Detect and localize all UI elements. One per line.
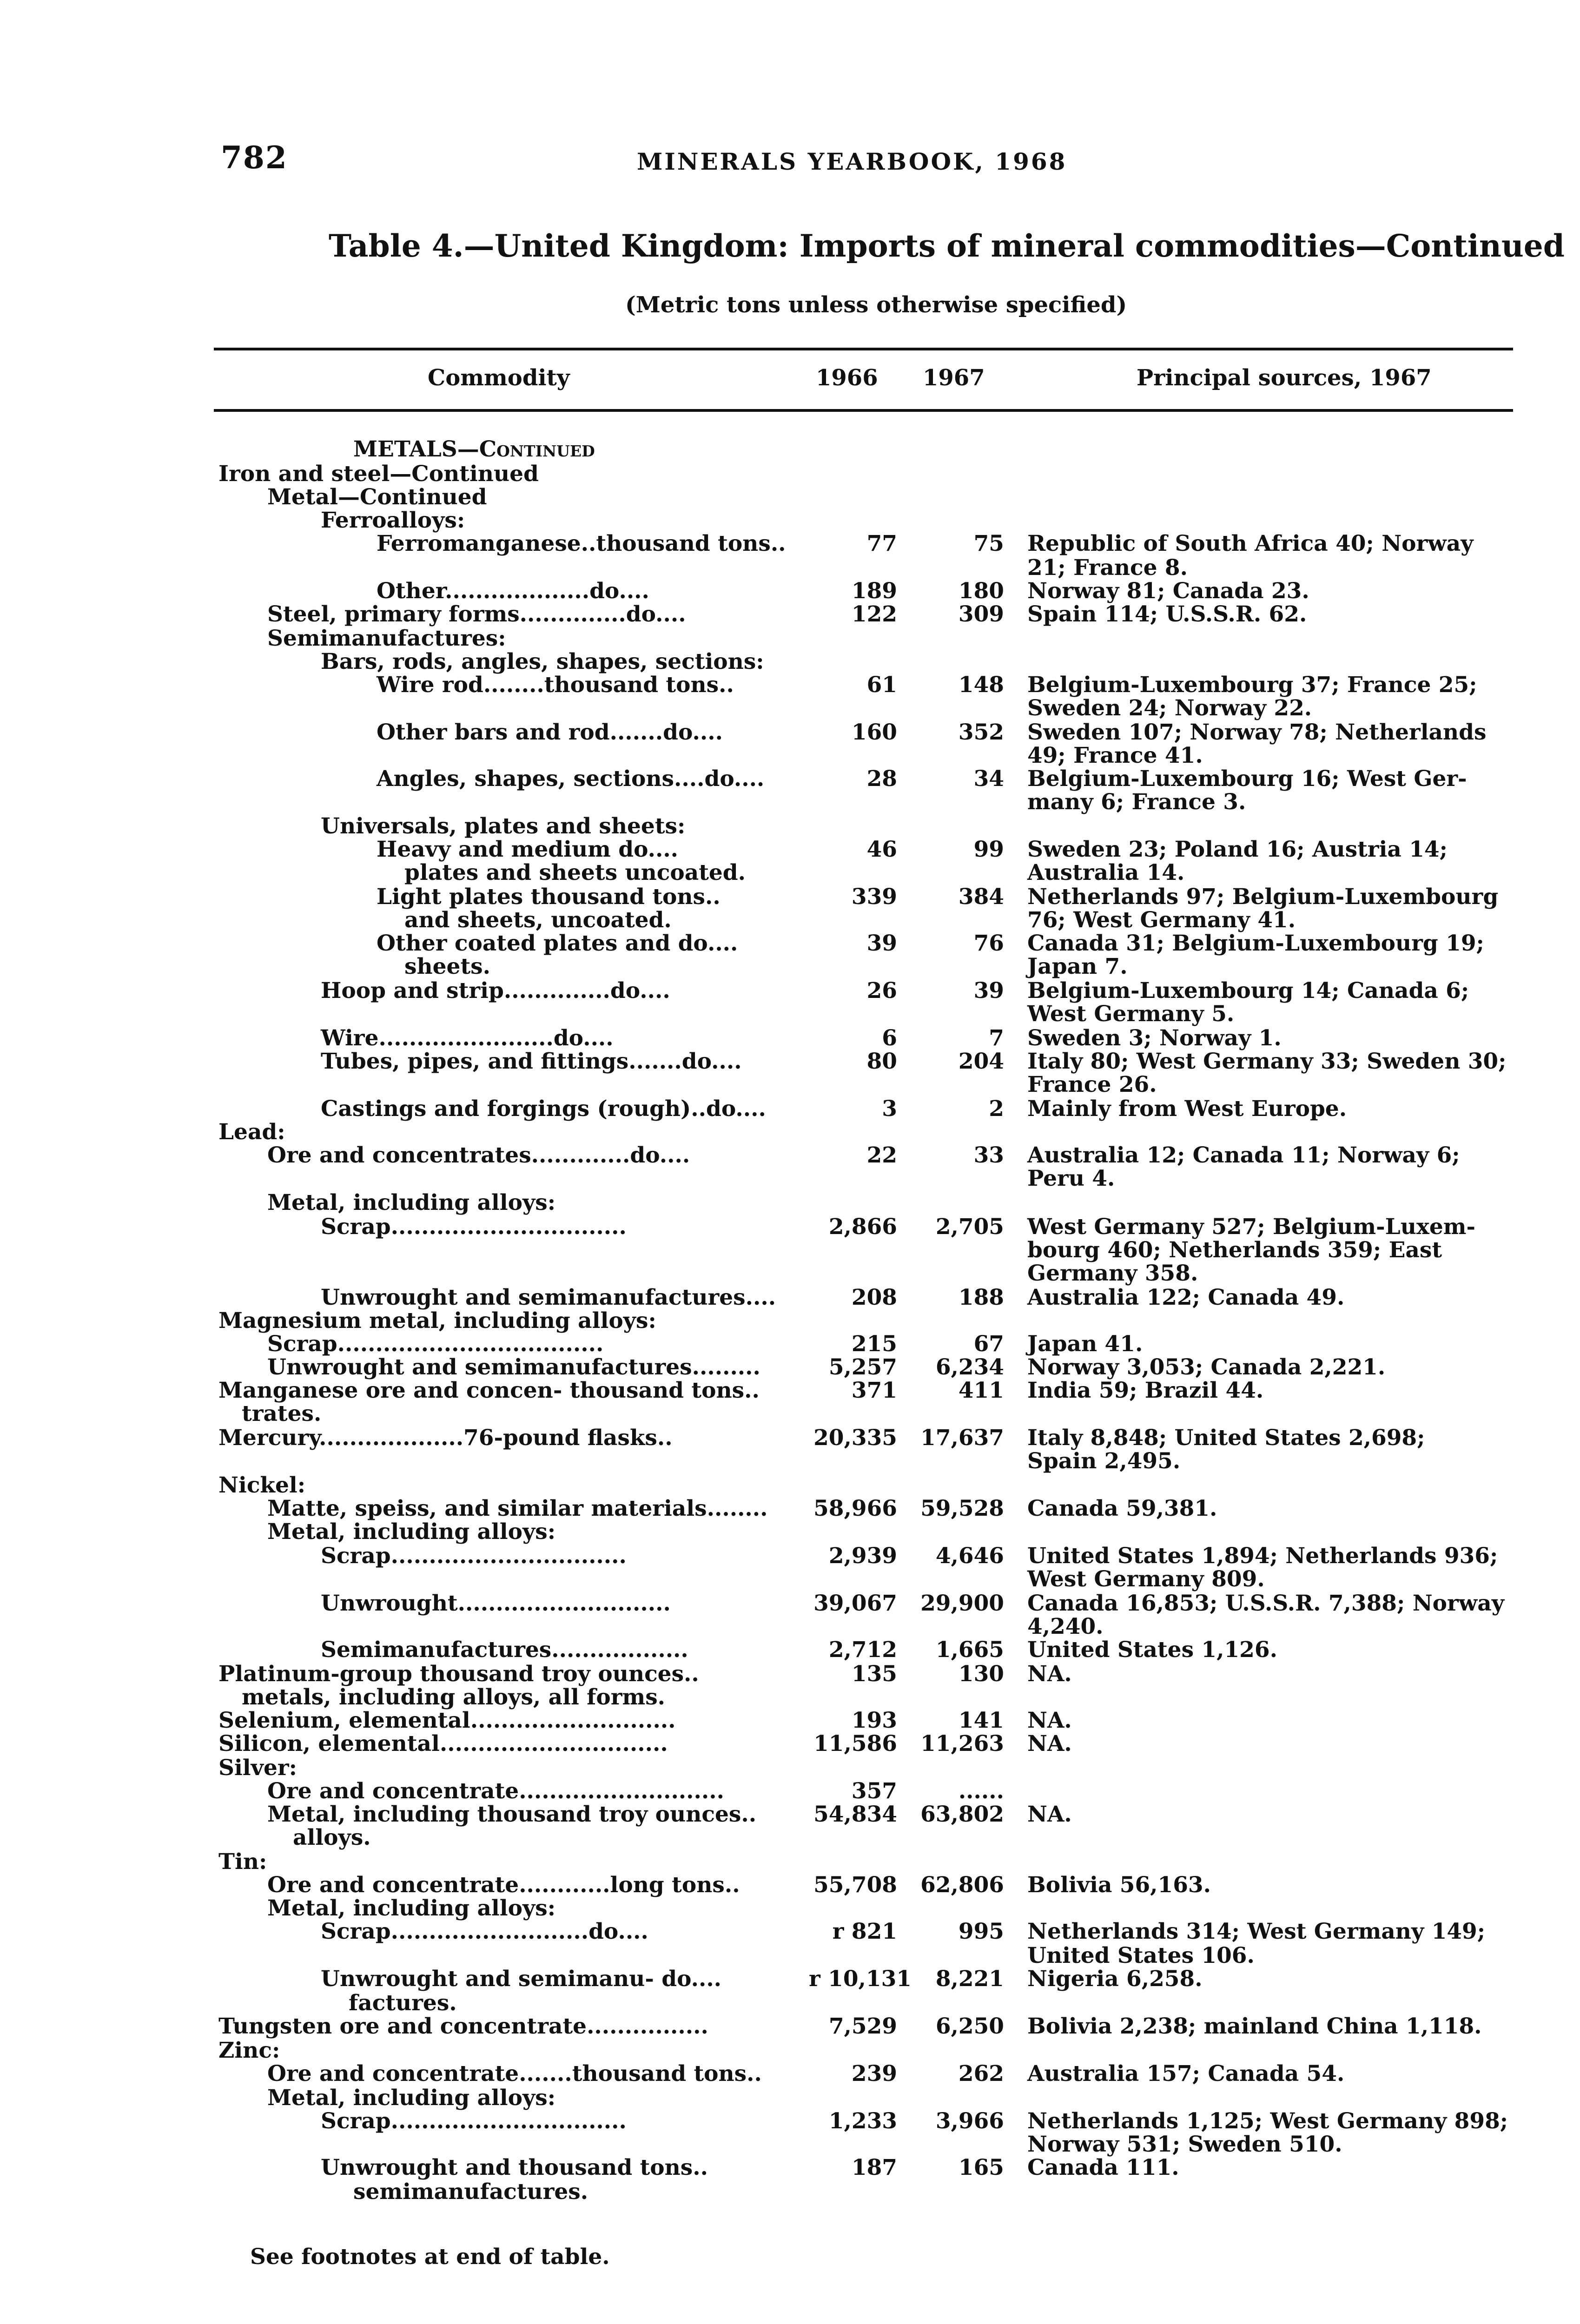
table-row bbox=[0, 791, 1580, 814]
value-1966-cell: 2,939 bbox=[828, 1543, 897, 1569]
value-1966-cell: 22 bbox=[866, 1142, 897, 1168]
value-1966-cell: r 10,131 bbox=[809, 1966, 912, 1992]
commodity-cell: Tungsten ore and concentrate................ bbox=[218, 2014, 708, 2039]
table-row bbox=[0, 1309, 1580, 1333]
value-1966-cell: 135 bbox=[851, 1661, 897, 1687]
table-row bbox=[0, 885, 1580, 909]
table-row bbox=[0, 1850, 1580, 1874]
principal-sources-cell: Australia 12; Canada 11; Norway 6; bbox=[1027, 1142, 1460, 1168]
value-1967-cell: 63,802 bbox=[920, 1802, 1004, 1827]
value-1966-cell: 215 bbox=[851, 1331, 897, 1357]
table-row bbox=[0, 1803, 1580, 1826]
principal-sources-cell: Canada 31; Belgium-Luxembourg 19; bbox=[1027, 931, 1484, 956]
value-1966-cell: 39,067 bbox=[813, 1591, 897, 1616]
commodity-cell: Unwrought............................ bbox=[321, 1591, 671, 1616]
value-1967-cell: 75 bbox=[973, 531, 1004, 556]
principal-sources-cell: Spain 114; U.S.S.R. 62. bbox=[1027, 601, 1307, 627]
table-row bbox=[0, 1568, 1580, 1591]
table-row bbox=[0, 1426, 1580, 1450]
commodity-cell: Scrap............................... bbox=[321, 1543, 627, 1569]
value-1967-cell: 59,528 bbox=[920, 1496, 1004, 1521]
value-1967-cell: 7 bbox=[989, 1025, 1004, 1051]
table-row bbox=[0, 2156, 1580, 2179]
table-row bbox=[0, 1121, 1580, 1144]
commodity-cell: Tin: bbox=[218, 1849, 267, 1875]
table-row bbox=[0, 721, 1580, 744]
value-1967-cell: 141 bbox=[958, 1708, 1004, 1733]
principal-sources-cell: many 6; France 3. bbox=[1027, 789, 1246, 815]
commodity-cell: Semimanufactures: bbox=[267, 626, 506, 651]
commodity-cell: Steel, primary forms..............do.... bbox=[267, 601, 686, 627]
table-row bbox=[0, 838, 1580, 861]
value-1967-cell: 62,806 bbox=[920, 1872, 1004, 1898]
principal-sources-cell: NA. bbox=[1027, 1661, 1072, 1687]
principal-sources-cell: Australia 157; Canada 54. bbox=[1027, 2061, 1345, 2086]
table-row bbox=[0, 438, 1580, 461]
table-row bbox=[0, 1756, 1580, 1780]
commodity-cell: Scrap............................... bbox=[321, 2108, 627, 2134]
table-row bbox=[0, 1967, 1580, 1991]
commodity-cell: Semimanufactures.................. bbox=[321, 1637, 688, 1663]
principal-sources-cell: Bolivia 2,238; mainland China 1,118. bbox=[1027, 2014, 1482, 2039]
table-row bbox=[0, 2039, 1580, 2062]
commodity-cell: Scrap............................... bbox=[321, 1214, 627, 1240]
value-1966-cell: 20,335 bbox=[813, 1425, 897, 1451]
commodity-cell: Tubes, pipes, and fittings.......do.... bbox=[321, 1049, 742, 1074]
commodity-cell: factures. bbox=[349, 1990, 457, 2016]
header-commodity: Commodity bbox=[428, 365, 570, 391]
table-row bbox=[0, 2180, 1580, 2204]
table-row bbox=[0, 2133, 1580, 2156]
value-1967-cell: 34 bbox=[973, 766, 1004, 792]
principal-sources-cell: Belgium-Luxembourg 14; Canada 6; bbox=[1027, 978, 1469, 1004]
value-1966-cell: 371 bbox=[851, 1378, 897, 1403]
page-number: 782 bbox=[221, 139, 288, 176]
commodity-cell: Other...................do.... bbox=[377, 578, 649, 604]
table-row bbox=[0, 2110, 1580, 2133]
table-row bbox=[0, 1520, 1580, 1544]
commodity-cell: Angles, shapes, sections....do.... bbox=[377, 766, 765, 792]
value-1967-cell: 6,234 bbox=[935, 1354, 1004, 1380]
table-row bbox=[0, 486, 1580, 509]
value-1966-cell: 122 bbox=[851, 601, 897, 627]
commodity-cell: Scrap..........................do.... bbox=[321, 1919, 648, 1944]
table-row bbox=[0, 1356, 1580, 1379]
table-row bbox=[0, 1073, 1580, 1096]
commodity-cell: Metal, including alloys: bbox=[267, 1895, 556, 1921]
principal-sources-cell: Australia 122; Canada 49. bbox=[1027, 1285, 1345, 1310]
commodity-cell: Other coated plates and do.... bbox=[377, 931, 738, 956]
principal-sources-cell: Japan 7. bbox=[1027, 954, 1128, 979]
table-row bbox=[0, 1545, 1580, 1568]
principal-sources-cell: Belgium-Luxembourg 37; France 25; bbox=[1027, 672, 1477, 698]
commodity-cell: METALS—Continued bbox=[353, 436, 595, 462]
value-1967-cell: 1,665 bbox=[935, 1637, 1004, 1663]
commodity-cell: Bars, rods, angles, shapes, sections: bbox=[321, 649, 764, 674]
principal-sources-cell: Peru 4. bbox=[1027, 1166, 1115, 1191]
value-1967-cell: 99 bbox=[973, 837, 1004, 862]
commodity-cell: semimanufactures. bbox=[353, 2179, 588, 2205]
header-top-rule bbox=[214, 348, 1513, 350]
value-1967-cell: 165 bbox=[958, 2155, 1004, 2180]
principal-sources-cell: Belgium-Luxembourg 16; West Ger- bbox=[1027, 766, 1467, 792]
table-row bbox=[0, 1402, 1580, 1426]
principal-sources-cell: Italy 80; West Germany 33; Sweden 30; bbox=[1027, 1049, 1507, 1074]
table-row bbox=[0, 1050, 1580, 1073]
header-1966: 1966 bbox=[816, 365, 878, 391]
table-row bbox=[0, 767, 1580, 791]
commodity-cell: Ore and concentrate.......thousand tons.. bbox=[267, 2061, 762, 2086]
principal-sources-cell: West Germany 809. bbox=[1027, 1566, 1265, 1592]
commodity-cell: Hoop and strip..............do.... bbox=[321, 978, 670, 1004]
commodity-cell: metals, including alloys, all forms. bbox=[242, 1684, 666, 1710]
table-row bbox=[0, 1003, 1580, 1026]
value-1967-cell: 8,221 bbox=[935, 1966, 1004, 1992]
table-row bbox=[0, 603, 1580, 626]
value-1967-cell: 4,646 bbox=[935, 1543, 1004, 1569]
value-1967-cell: ...... bbox=[958, 1778, 1004, 1804]
principal-sources-cell: NA. bbox=[1027, 1802, 1072, 1827]
principal-sources-cell: 76; West Germany 41. bbox=[1027, 907, 1296, 933]
table-row bbox=[0, 650, 1580, 673]
value-1967-cell: 130 bbox=[958, 1661, 1004, 1687]
value-1966-cell: 193 bbox=[851, 1708, 897, 1733]
value-1967-cell: 309 bbox=[958, 601, 1004, 627]
value-1966-cell: 239 bbox=[851, 2061, 897, 2086]
commodity-cell: Wire rod........thousand tons.. bbox=[377, 672, 734, 698]
principal-sources-cell: Norway 81; Canada 23. bbox=[1027, 578, 1309, 604]
commodity-cell: Wire.......................do.... bbox=[321, 1025, 614, 1051]
table-row bbox=[0, 1027, 1580, 1050]
commodity-cell: Metal, including thousand troy ounces.. bbox=[267, 1802, 757, 1827]
commodity-cell: Ore and concentrates.............do.... bbox=[267, 1142, 690, 1168]
table-row bbox=[0, 1732, 1580, 1756]
commodity-cell: Manganese ore and concen- thousand tons.. bbox=[218, 1378, 760, 1403]
commodity-cell: Silicon, elemental.............................. bbox=[218, 1731, 668, 1756]
commodity-cell: Selenium, elemental........................... bbox=[218, 1708, 676, 1733]
value-1967-cell: 352 bbox=[958, 720, 1004, 745]
value-1966-cell: 58,966 bbox=[813, 1496, 897, 1521]
table-row bbox=[0, 1638, 1580, 1662]
table-row bbox=[0, 1780, 1580, 1803]
commodity-cell: Unwrought and semimanufactures.... bbox=[321, 1285, 776, 1310]
value-1966-cell: 3 bbox=[882, 1096, 897, 1122]
value-1966-cell: 160 bbox=[851, 720, 897, 745]
table-row bbox=[0, 815, 1580, 838]
principal-sources-cell: Mainly from West Europe. bbox=[1027, 1096, 1347, 1122]
table-row bbox=[0, 909, 1580, 932]
principal-sources-cell: United States 106. bbox=[1027, 1943, 1255, 1968]
commodity-cell: Unwrought and semimanu- do.... bbox=[321, 1966, 722, 1992]
value-1966-cell: 54,834 bbox=[813, 1802, 897, 1827]
commodity-cell: Scrap................................... bbox=[267, 1331, 604, 1357]
value-1966-cell: 2,712 bbox=[828, 1637, 897, 1663]
principal-sources-cell: 4,240. bbox=[1027, 1614, 1104, 1639]
table-row bbox=[0, 1333, 1580, 1356]
value-1966-cell: 6 bbox=[882, 1025, 897, 1051]
value-1967-cell: 384 bbox=[958, 884, 1004, 910]
header-bottom-rule bbox=[214, 409, 1513, 412]
commodity-cell: Metal, including alloys: bbox=[267, 2085, 556, 2111]
principal-sources-cell: Republic of South Africa 40; Norway bbox=[1027, 531, 1474, 556]
value-1966-cell: 357 bbox=[851, 1778, 897, 1804]
principal-sources-cell: Netherlands 97; Belgium-Luxembourg bbox=[1027, 884, 1499, 910]
header-1967: 1967 bbox=[923, 365, 985, 391]
commodity-cell: Ore and concentrate............long tons.. bbox=[267, 1872, 740, 1898]
value-1966-cell: 77 bbox=[866, 531, 897, 556]
value-1966-cell: 61 bbox=[866, 672, 897, 698]
table-row bbox=[0, 697, 1580, 720]
value-1967-cell: 33 bbox=[973, 1142, 1004, 1168]
commodity-cell: Metal, including alloys: bbox=[267, 1190, 556, 1215]
table-row bbox=[0, 861, 1580, 885]
value-1967-cell: 76 bbox=[973, 931, 1004, 956]
commodity-cell: alloys. bbox=[293, 1825, 371, 1850]
table-row bbox=[0, 1191, 1580, 1215]
value-1966-cell: 187 bbox=[851, 2155, 897, 2180]
commodity-cell: sheets. bbox=[404, 954, 490, 979]
value-1967-cell: 180 bbox=[958, 578, 1004, 604]
commodity-cell: and sheets, uncoated. bbox=[404, 907, 672, 933]
table-row bbox=[0, 1262, 1580, 1285]
value-1967-cell: 11,263 bbox=[920, 1731, 1004, 1756]
table-row bbox=[0, 1874, 1580, 1897]
commodity-cell: Nickel: bbox=[218, 1472, 306, 1498]
table-row bbox=[0, 532, 1580, 555]
commodity-cell: Castings and forgings (rough)..do.... bbox=[321, 1096, 766, 1122]
value-1967-cell: 411 bbox=[958, 1378, 1004, 1403]
table-row bbox=[0, 932, 1580, 955]
value-1967-cell: 39 bbox=[973, 978, 1004, 1004]
table-row bbox=[0, 1144, 1580, 1167]
principal-sources-cell: 49; France 41. bbox=[1027, 743, 1203, 768]
table-row bbox=[0, 1663, 1580, 1686]
table-row bbox=[0, 509, 1580, 532]
commodity-cell: Zinc: bbox=[218, 2038, 280, 2063]
table-row bbox=[0, 1944, 1580, 1967]
table-row bbox=[0, 744, 1580, 767]
commodity-cell: Universals, plates and sheets: bbox=[321, 813, 686, 839]
principal-sources-cell: bourg 460; Netherlands 359; East bbox=[1027, 1237, 1442, 1263]
table-row bbox=[0, 1592, 1580, 1615]
commodity-cell: Ferroalloys: bbox=[321, 508, 465, 533]
principal-sources-cell: Bolivia 56,163. bbox=[1027, 1872, 1211, 1898]
table-row bbox=[0, 1920, 1580, 1943]
value-1966-cell: r 821 bbox=[832, 1919, 897, 1944]
value-1966-cell: 189 bbox=[851, 578, 897, 604]
principal-sources-cell: United States 1,894; Netherlands 936; bbox=[1027, 1543, 1498, 1569]
table-row bbox=[0, 1686, 1580, 1709]
principal-sources-cell: Norway 531; Sweden 510. bbox=[1027, 2132, 1342, 2157]
value-1967-cell: 2,705 bbox=[935, 1214, 1004, 1240]
commodity-cell: Matte, speiss, and similar materials........ bbox=[267, 1496, 768, 1521]
value-1967-cell: 6,250 bbox=[935, 2014, 1004, 2039]
commodity-cell: Unwrought and semimanufactures......... bbox=[267, 1354, 760, 1380]
value-1967-cell: 67 bbox=[973, 1331, 1004, 1357]
value-1967-cell: 17,637 bbox=[920, 1425, 1004, 1451]
commodity-cell: Light plates thousand tons.. bbox=[377, 884, 721, 910]
principal-sources-cell: Germany 358. bbox=[1027, 1261, 1198, 1286]
commodity-cell: Lead: bbox=[218, 1119, 285, 1145]
value-1966-cell: 28 bbox=[866, 766, 897, 792]
value-1966-cell: 339 bbox=[851, 884, 897, 910]
value-1966-cell: 1,233 bbox=[828, 2108, 897, 2134]
table-row bbox=[0, 2062, 1580, 2086]
principal-sources-cell: 21; France 8. bbox=[1027, 555, 1188, 581]
table-row bbox=[0, 1379, 1580, 1402]
value-1966-cell: 46 bbox=[866, 837, 897, 862]
principal-sources-cell: Netherlands 314; West Germany 149; bbox=[1027, 1919, 1486, 1944]
commodity-cell: Ferromanganese..thousand tons.. bbox=[377, 531, 786, 556]
table-row bbox=[0, 2015, 1580, 2038]
commodity-cell: plates and sheets uncoated. bbox=[404, 860, 746, 885]
commodity-cell: Metal, including alloys: bbox=[267, 1519, 556, 1545]
principal-sources-cell: NA. bbox=[1027, 1708, 1072, 1733]
principal-sources-cell: Canada 16,853; U.S.S.R. 7,388; Norway bbox=[1027, 1591, 1505, 1616]
table-row bbox=[0, 1709, 1580, 1732]
value-1967-cell: 204 bbox=[958, 1049, 1004, 1074]
principal-sources-cell: France 26. bbox=[1027, 1072, 1157, 1097]
value-1966-cell: 26 bbox=[866, 978, 897, 1004]
principal-sources-cell: Netherlands 1,125; West Germany 898; bbox=[1027, 2108, 1508, 2134]
value-1966-cell: 7,529 bbox=[828, 2014, 897, 2039]
principal-sources-cell: India 59; Brazil 44. bbox=[1027, 1378, 1264, 1403]
principal-sources-cell: West Germany 527; Belgium-Luxem- bbox=[1027, 1214, 1476, 1240]
value-1967-cell: 29,900 bbox=[920, 1591, 1004, 1616]
table-row bbox=[0, 1239, 1580, 1262]
table-row bbox=[0, 462, 1580, 486]
value-1967-cell: 3,966 bbox=[935, 2108, 1004, 2134]
principal-sources-cell: Sweden 107; Norway 78; Netherlands bbox=[1027, 720, 1487, 745]
value-1967-cell: 262 bbox=[958, 2061, 1004, 2086]
commodity-cell: Other bars and rod.......do.... bbox=[377, 720, 723, 745]
principal-sources-cell: Australia 14. bbox=[1027, 860, 1185, 885]
table-row bbox=[0, 1097, 1580, 1121]
table-row bbox=[0, 1450, 1580, 1473]
principal-sources-cell: Spain 2,495. bbox=[1027, 1448, 1181, 1474]
principal-sources-cell: United States 1,126. bbox=[1027, 1637, 1277, 1663]
table-row bbox=[0, 1474, 1580, 1497]
value-1966-cell: 11,586 bbox=[813, 1731, 897, 1756]
value-1967-cell: 148 bbox=[958, 672, 1004, 698]
table-row bbox=[0, 627, 1580, 650]
principal-sources-cell: Japan 41. bbox=[1027, 1331, 1143, 1357]
running-head: MINERALS YEARBOOK, 1968 bbox=[637, 148, 1067, 175]
commodity-cell: Magnesium metal, including alloys: bbox=[218, 1308, 656, 1334]
table-row bbox=[0, 1215, 1580, 1239]
value-1967-cell: 2 bbox=[989, 1096, 1004, 1122]
commodity-cell: Unwrought and thousand tons.. bbox=[321, 2155, 708, 2180]
table-row bbox=[0, 556, 1580, 580]
header-principal-sources: Principal sources, 1967 bbox=[1137, 365, 1432, 391]
principal-sources-cell: Canada 111. bbox=[1027, 2155, 1179, 2180]
table-row bbox=[0, 955, 1580, 978]
principal-sources-cell: West Germany 5. bbox=[1027, 1001, 1235, 1027]
value-1966-cell: 55,708 bbox=[813, 1872, 897, 1898]
table-row bbox=[0, 1826, 1580, 1849]
table-subtitle: (Metric tons unless otherwise specified) bbox=[625, 292, 1127, 318]
table-row bbox=[0, 1897, 1580, 1920]
value-1966-cell: 208 bbox=[851, 1285, 897, 1310]
value-1966-cell: 39 bbox=[866, 931, 897, 956]
principal-sources-cell: Canada 59,381. bbox=[1027, 1496, 1217, 1521]
table-title: Table 4.—United Kingdom: Imports of mineral commodities—Continued bbox=[329, 228, 1565, 264]
value-1966-cell: 80 bbox=[866, 1049, 897, 1074]
value-1966-cell: 5,257 bbox=[828, 1354, 897, 1380]
principal-sources-cell: Norway 3,053; Canada 2,221. bbox=[1027, 1354, 1386, 1380]
commodity-cell: Iron and steel—Continued bbox=[218, 461, 539, 487]
value-1966-cell: 2,866 bbox=[828, 1214, 897, 1240]
commodity-cell: Mercury...................76-pound flasks.. bbox=[218, 1425, 673, 1451]
table-row bbox=[0, 1992, 1580, 2015]
table-row bbox=[0, 2086, 1580, 2110]
commodity-cell: Metal—Continued bbox=[267, 484, 487, 510]
table-row bbox=[0, 1167, 1580, 1190]
principal-sources-cell: Nigeria 6,258. bbox=[1027, 1966, 1203, 1992]
table-row bbox=[0, 979, 1580, 1003]
commodity-cell: Heavy and medium do.... bbox=[377, 837, 679, 862]
principal-sources-cell: Sweden 23; Poland 16; Austria 14; bbox=[1027, 837, 1448, 862]
commodity-cell: Platinum-group thousand troy ounces.. bbox=[218, 1661, 699, 1687]
value-1967-cell: 995 bbox=[958, 1919, 1004, 1944]
table-row bbox=[0, 1615, 1580, 1638]
table-row bbox=[0, 1497, 1580, 1520]
footnote: See footnotes at end of table. bbox=[250, 2244, 610, 2270]
commodity-cell: Silver: bbox=[218, 1755, 297, 1781]
value-1967-cell: 188 bbox=[958, 1285, 1004, 1310]
table-row bbox=[0, 1286, 1580, 1309]
table-row bbox=[0, 580, 1580, 603]
table-row bbox=[0, 673, 1580, 697]
commodity-cell: trates. bbox=[242, 1401, 322, 1426]
commodity-cell: Ore and concentrate........................... bbox=[267, 1778, 724, 1804]
principal-sources-cell: Sweden 3; Norway 1. bbox=[1027, 1025, 1282, 1051]
principal-sources-cell: NA. bbox=[1027, 1731, 1072, 1756]
principal-sources-cell: Sweden 24; Norway 22. bbox=[1027, 695, 1312, 721]
principal-sources-cell: Italy 8,848; United States 2,698; bbox=[1027, 1425, 1425, 1451]
